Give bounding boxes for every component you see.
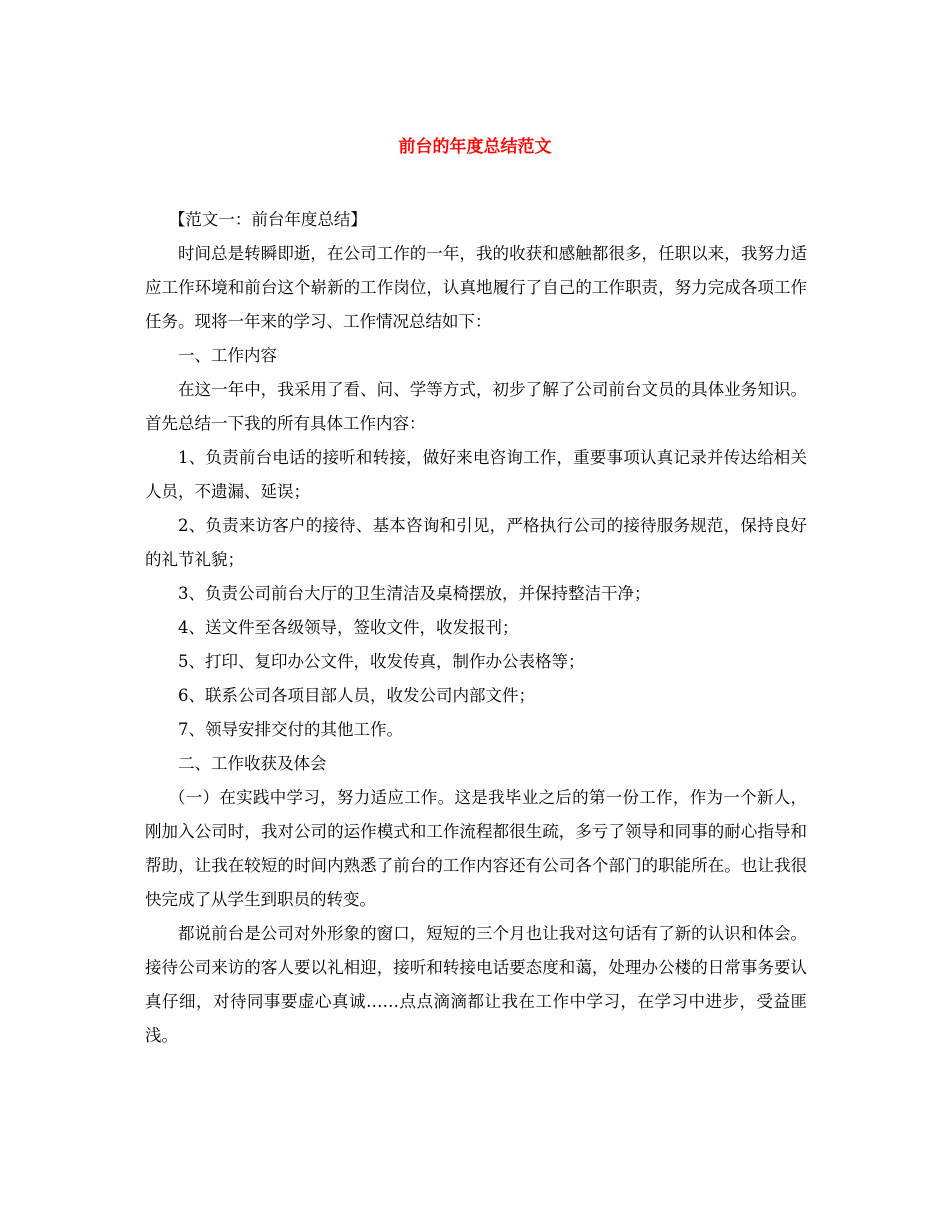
gains-paragraph-1: （一）在实践中学习，努力适应工作。这是我毕业之后的第一份工作，作为一个新人，刚加入公司时，我对公司的运作模式和工作流程都很生疏，多亏了领导和同事的耐心指导和帮助，让我在较短的时间内熟悉了前台的工作内容还有公司各个部门的职能所在。也让我很快完成了从学生到职员的转变。	[145, 788, 807, 909]
list-item-3: 3、负责公司前台大厅的卫生清洁及桌椅摆放，并保持整洁干净；	[178, 584, 651, 603]
section-heading-sample-one: 【范文一：前台年度总结】	[168, 210, 367, 229]
list-item-5: 5、打印、复印办公文件，收发传真，制作办公表格等；	[178, 652, 585, 671]
list-item-6: 6、联系公司各项目部人员，收发公司内部文件；	[178, 686, 535, 705]
work-content-paragraph: 在这一年中，我采用了看、问、学等方式，初步了解了公司前台文员的具体业务知识。首先总结一下我的所有具体工作内容：	[145, 380, 807, 433]
list-item-7: 7、领导安排交付的其他工作。	[178, 720, 403, 739]
document-title: 前台的年度总结范文	[398, 137, 552, 157]
list-item-4: 4、送文件至各级领导，签收文件，收发报刊；	[178, 618, 519, 637]
section-heading-work-content: 一、工作内容	[178, 346, 277, 365]
section-heading-gains: 二、工作收获及体会	[178, 754, 327, 773]
gains-paragraph-2: 都说前台是公司对外形象的窗口，短短的三个月也让我对这句话有了新的认识和体会。接待公司来访的客人要以礼相迎，接听和转接电话要态度和蔼，处理办公楼的日常事务要认真仔细，对待同事要虚心真诚……点点滴滴都让我在工作中学习，在学习中进步，受益匪浅。	[145, 924, 807, 1045]
intro-paragraph: 时间总是转瞬即逝，在公司工作的一年，我的收获和感触都很多，任职以来，我努力适应工作环境和前台这个崭新的工作岗位，认真地履行了自己的工作职责，努力完成各项工作任务。现将一年来的学习、工作情况总结如下：	[145, 244, 807, 331]
list-item-2: 2、负责来访客户的接待、基本咨询和引见，严格执行公司的接待服务规范，保持良好的礼节礼貌；	[145, 516, 807, 569]
document-body	[145, 203, 807, 1053]
list-item-1: 1、负责前台电话的接听和转接，做好来电咨询工作，重要事项认真记录并传达给相关人员，不遗漏、延误；	[145, 448, 807, 501]
